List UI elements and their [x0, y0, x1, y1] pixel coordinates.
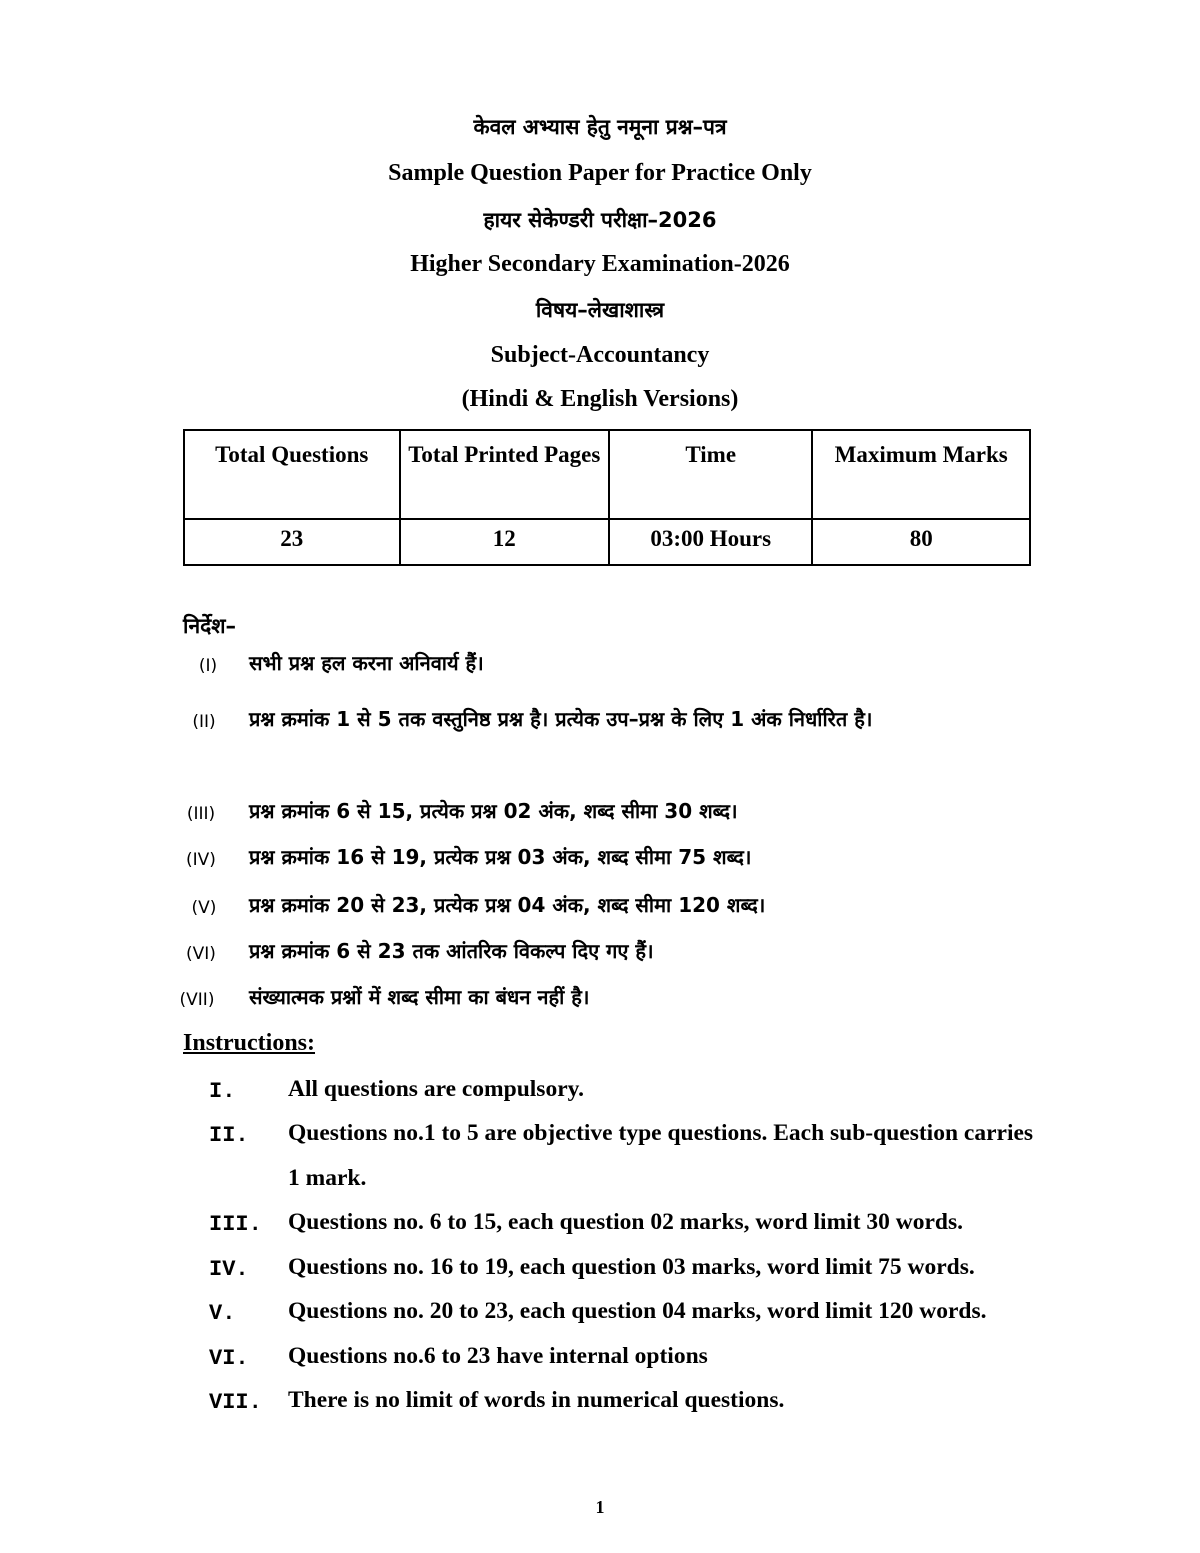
instruction-text: There is no limit of words in numerical questions. [288, 1387, 785, 1413]
direction-number: (V) [191, 898, 217, 918]
instruction-number: VI. [209, 1346, 249, 1371]
header-maximum-marks: Maximum Marks [812, 430, 1030, 519]
subject-english: Subject-Accountancy [490, 342, 710, 368]
direction-text: संख्यात्मक प्रश्नों में शब्द सीमा का बंधन नहीं है। [249, 985, 590, 1009]
direction-number: (VI) [186, 944, 216, 964]
title-english: Sample Question Paper for Practice Only [388, 160, 812, 186]
directions-heading-hindi: निर्देश– [183, 614, 237, 638]
exam-name-hindi: हायर सेकेण्डरी परीक्षा–2026 [483, 208, 717, 232]
direction-number: (IV) [186, 850, 216, 870]
exam-name-english: Higher Secondary Examination-2026 [410, 251, 790, 277]
info-table-header-row [184, 430, 1030, 519]
direction-number: (II) [192, 712, 216, 732]
direction-number: (VII) [179, 990, 215, 1010]
value-maximum-marks: 80 [812, 519, 1030, 565]
instructions-heading: Instructions: [183, 1030, 316, 1056]
instruction-number: V. [209, 1301, 236, 1326]
direction-text: प्रश्न क्रमांक 20 से 23, प्रत्येक प्रश्न 04 अंक, शब्द सीमा 120 शब्द। [249, 893, 766, 917]
value-time: 03:00 Hours [609, 519, 812, 565]
versions-note: (Hindi & English Versions) [461, 386, 739, 412]
direction-text: प्रश्न क्रमांक 1 से 5 तक वस्तुनिष्ठ प्रश्न है। प्रत्येक उप–प्रश्न के लिए 1 अंक निर्धारित है। [249, 707, 873, 731]
instruction-text: All questions are compulsory. [288, 1076, 584, 1102]
direction-number: (III) [186, 804, 216, 824]
header-time: Time [609, 430, 812, 519]
instruction-number: III. [209, 1212, 262, 1237]
instruction-number: VII. [209, 1390, 262, 1415]
direction-text: प्रश्न क्रमांक 16 से 19, प्रत्येक प्रश्न 03 अंक, शब्द सीमा 75 शब्द। [249, 845, 752, 869]
header-total-printed-pages: Total Printed Pages [400, 430, 609, 519]
instruction-text: Questions no. 20 to 23, each question 04 marks, word limit 120 words. [288, 1298, 987, 1324]
instruction-number: II. [209, 1123, 249, 1148]
instruction-number: I. [209, 1079, 236, 1104]
direction-text: प्रश्न क्रमांक 6 से 23 तक आंतरिक विकल्प दिए गए हैं। [249, 939, 654, 963]
instruction-text: Questions no.6 to 23 have internal options [288, 1343, 708, 1369]
value-total-questions: 23 [184, 519, 400, 565]
title-hindi: केवल अभ्यास हेतु नमूना प्रश्न–पत्र [473, 115, 727, 139]
direction-text: सभी प्रश्न हल करना अनिवार्य हैं। [249, 651, 484, 675]
direction-number: (I) [198, 656, 218, 676]
instruction-text: Questions no.1 to 5 are objective type questions. Each sub-question carries 1 mark. [288, 1120, 1034, 1191]
instruction-number: IV. [209, 1257, 249, 1282]
info-table-value-row [184, 519, 1030, 565]
instruction-text: Questions no. 6 to 15, each question 02 marks, word limit 30 words. [288, 1209, 964, 1235]
page-number: 1 [595, 1497, 605, 1517]
value-total-printed-pages: 12 [400, 519, 609, 565]
exam-info-table [183, 429, 1031, 566]
header-total-questions: Total Questions [184, 430, 400, 519]
instruction-text: Questions no. 16 to 19, each question 03 marks, word limit 75 words. [288, 1254, 975, 1280]
direction-text: प्रश्न क्रमांक 6 से 15, प्रत्येक प्रश्न 02 अंक, शब्द सीमा 30 शब्द। [249, 799, 738, 823]
subject-hindi: विषय–लेखाशास्त्र [535, 298, 665, 322]
